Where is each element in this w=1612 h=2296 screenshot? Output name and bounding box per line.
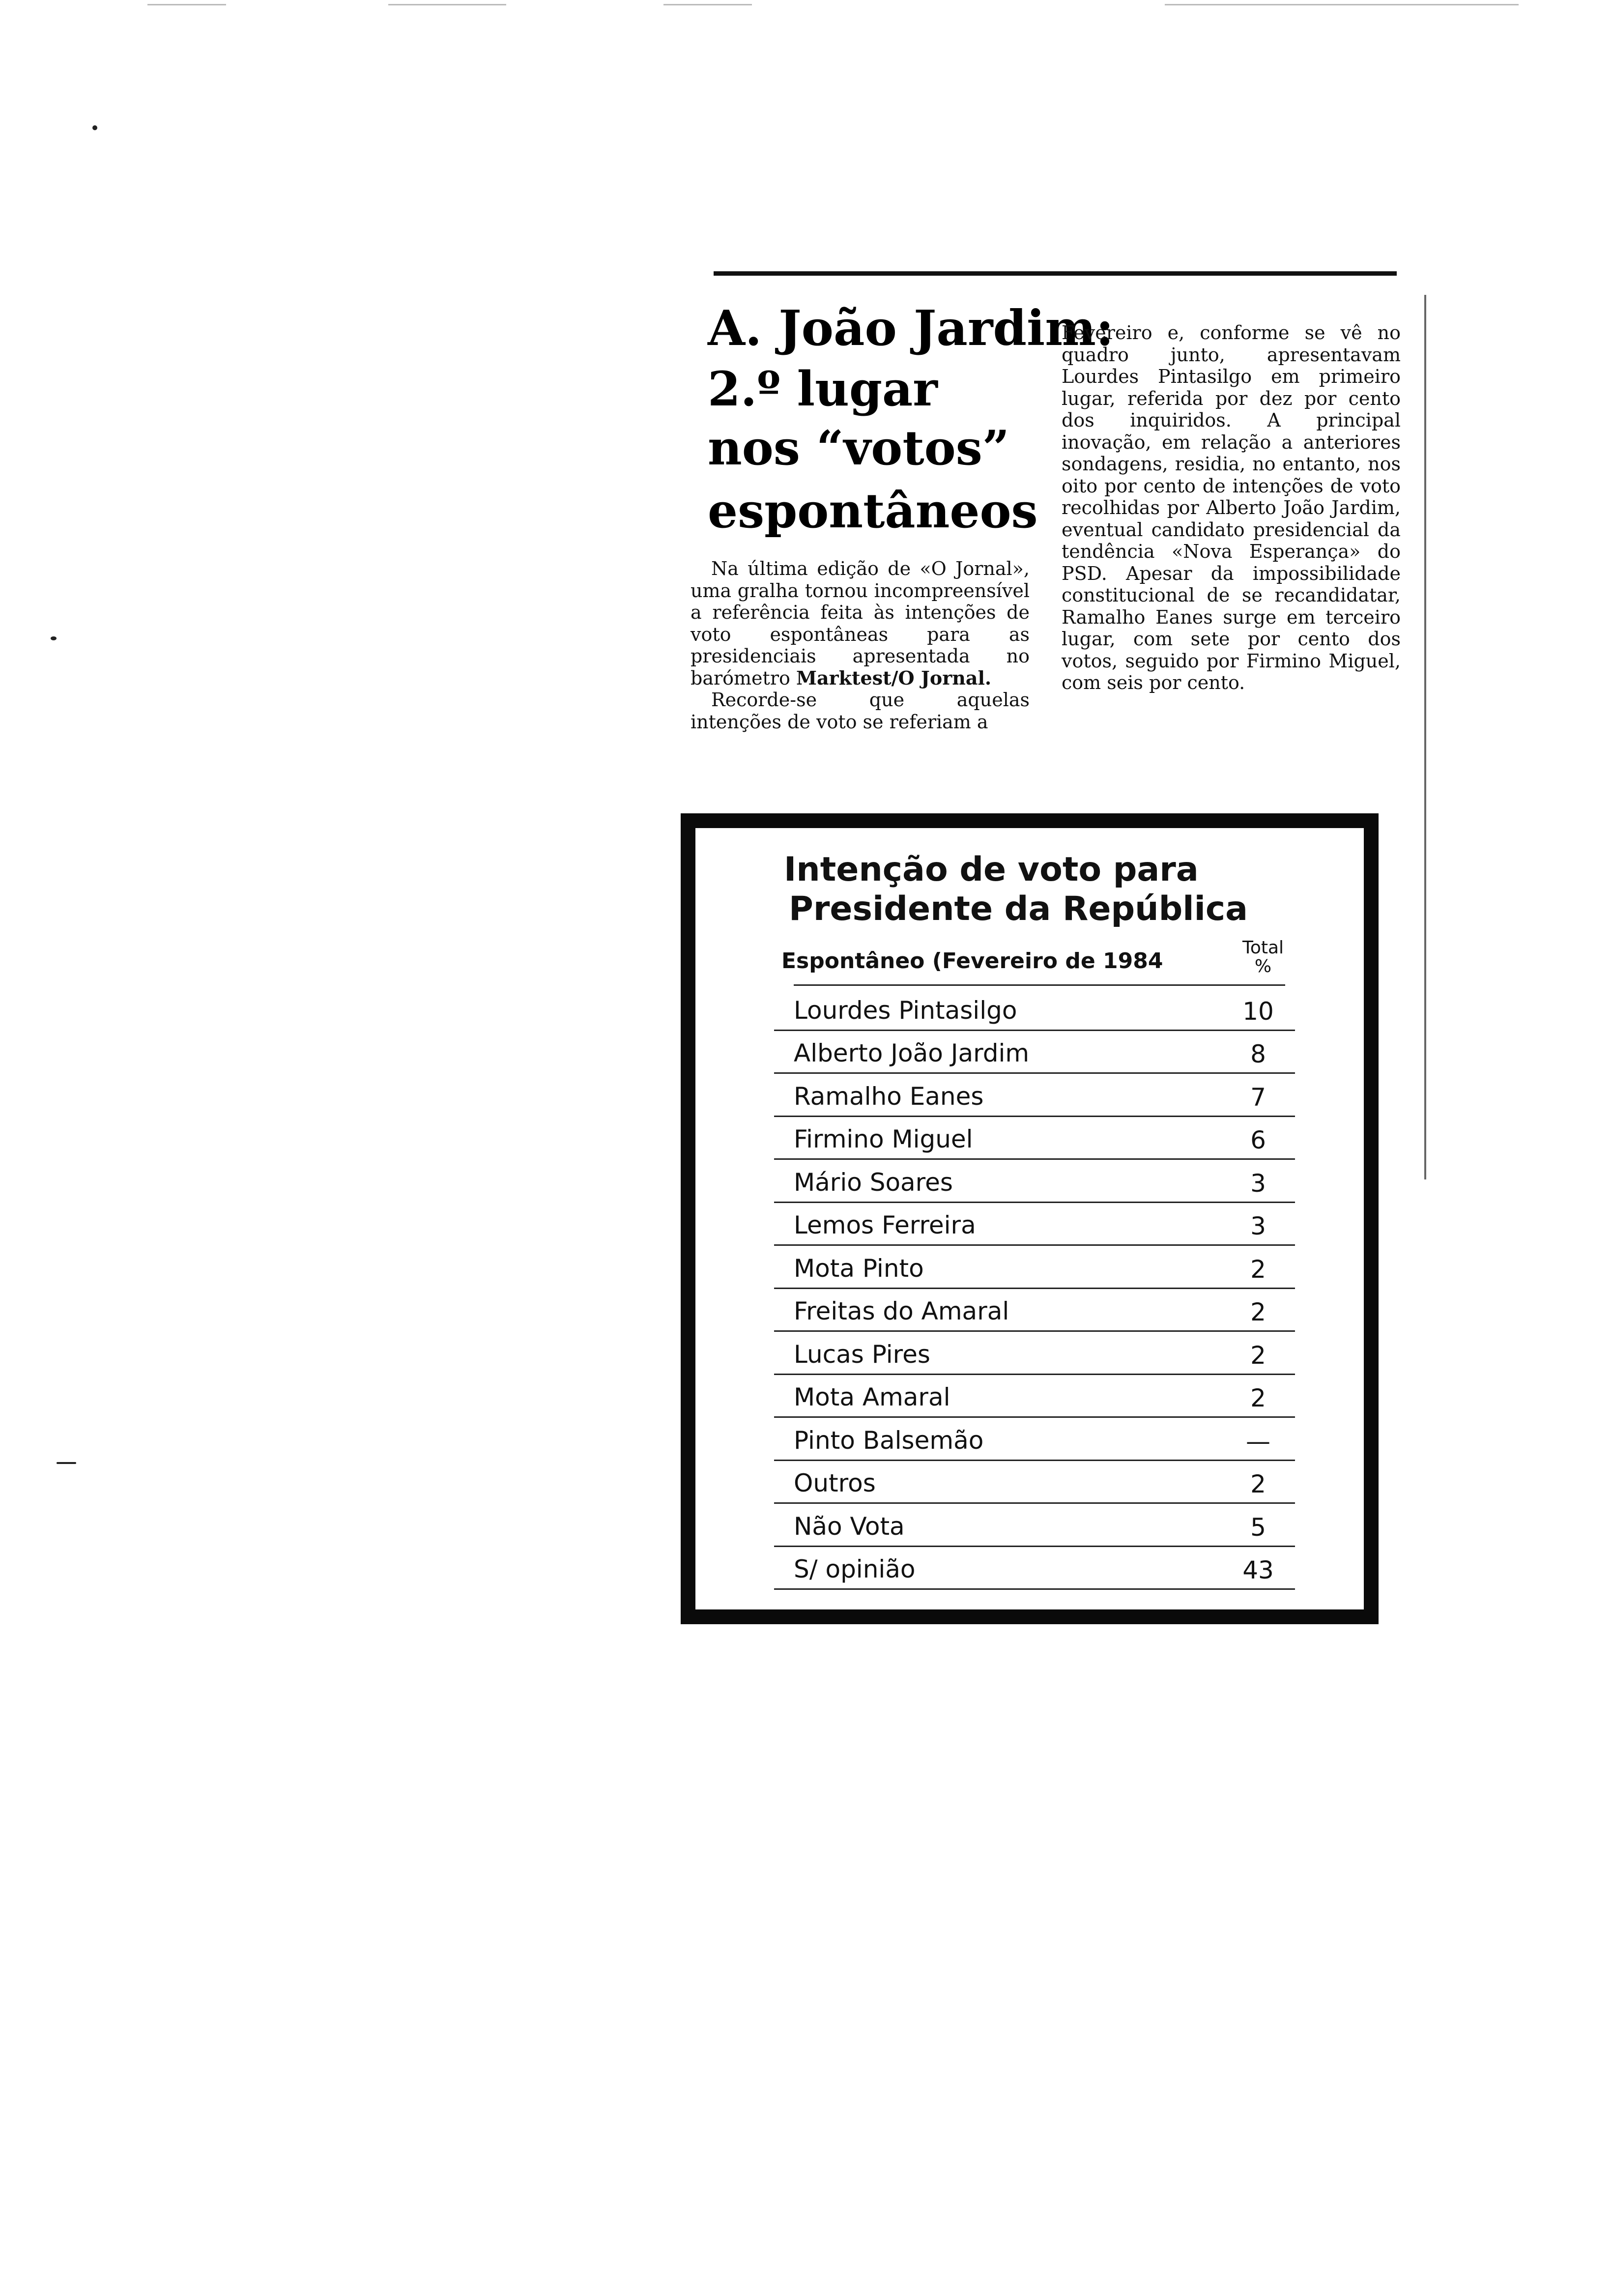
- candidate-name: Mota Pinto: [794, 1254, 924, 1283]
- table-row: [774, 988, 1295, 1031]
- table-row: [774, 1031, 1295, 1074]
- poll-title-line-1: Intenção de voto para: [784, 850, 1199, 889]
- scan-speck: [92, 125, 97, 130]
- poll-subhead: Espontâneo (Fevereiro de 1984: [781, 948, 1163, 974]
- candidate-name: Lucas Pires: [794, 1340, 930, 1369]
- candidate-name: Outros: [794, 1469, 876, 1497]
- table-row: [774, 1203, 1295, 1246]
- paragraph-1-text: Na última edição de «O Jornal», uma gralha tornou incompreensível a referência feita às intenções de voto espontâneas para as presidenciais apresentada no barómetro: [691, 558, 1030, 689]
- candidate-name: Freitas do Amaral: [794, 1297, 1009, 1325]
- paragraph-1: [691, 558, 1030, 689]
- scan-dash: [147, 4, 226, 5]
- poll-title-line-2: Presidente da República: [789, 890, 1248, 928]
- candidate-percent: 2: [1250, 1341, 1266, 1370]
- candidate-percent: 2: [1250, 1298, 1266, 1326]
- candidate-name: S/ opinião: [794, 1555, 916, 1583]
- candidate-name: Lemos Ferreira: [794, 1211, 976, 1239]
- candidate-percent: 2: [1250, 1384, 1266, 1412]
- article-headline: [708, 300, 1114, 539]
- headline-line-3: nos “votos”: [708, 420, 1009, 476]
- poll-title: [784, 850, 1374, 929]
- table-row: [774, 1461, 1295, 1504]
- candidate-name: Mário Soares: [794, 1168, 953, 1197]
- table-row: [774, 1289, 1295, 1332]
- header-rule: [794, 984, 1285, 986]
- candidate-percent: 43: [1242, 1556, 1274, 1584]
- candidate-percent: 2: [1250, 1470, 1266, 1498]
- column-header-total: Total: [1242, 938, 1284, 958]
- column-header: [1234, 939, 1293, 976]
- headline-line-1: A. João Jardim:: [708, 300, 1114, 357]
- column-edge-line: [1424, 295, 1426, 1179]
- column-header-percent: %: [1254, 956, 1272, 976]
- paragraph-2: Recorde-se que aquelas intenções de voto se referiam a: [691, 689, 1030, 733]
- candidate-percent: 6: [1250, 1126, 1266, 1154]
- article-column-right: [1062, 322, 1401, 694]
- paragraph-3: Fevereiro e, conforme se vê no quadro junto, apresentavam Lourdes Pintasilgo em primeiro lugar, referida por dez por cento dos inquiridos. A principal inovação, em relação a anteriores sondagens, residia, no entanto, nos oito por cento de intenções de voto recolhidas por Alberto João Jardim, eventual candidato presidencial da tendência «Nova Esperança» do PSD. Apesar da impossibilidade constitucional de se recandidatar, Ramalho Eanes surge em terceiro lugar, com sete por cento dos votos, seguido por Firmino Miguel, com seis por cento.: [1062, 322, 1401, 693]
- table-row: [774, 1246, 1295, 1289]
- candidate-percent: 5: [1250, 1513, 1266, 1542]
- headline-line-2: 2.º lugar: [708, 361, 938, 417]
- candidate-name: Lourdes Pintasilgo: [794, 996, 1017, 1025]
- poll-table-box: [681, 813, 1379, 1624]
- scan-dash: [663, 4, 752, 5]
- poll-rows: [774, 988, 1295, 1590]
- table-row: [774, 1547, 1295, 1590]
- table-row: [774, 1332, 1295, 1375]
- scan-dash: [1165, 4, 1519, 5]
- candidate-percent: 3: [1250, 1212, 1266, 1240]
- candidate-percent: 3: [1250, 1169, 1266, 1198]
- candidate-percent: 8: [1250, 1040, 1266, 1068]
- candidate-name: Pinto Balsemão: [794, 1426, 984, 1455]
- candidate-name: Ramalho Eanes: [794, 1082, 984, 1111]
- source-credit: Marktest/O Jornal.: [796, 666, 992, 689]
- candidate-name: Mota Amaral: [794, 1383, 950, 1411]
- table-row: [774, 1117, 1295, 1160]
- candidate-percent: 7: [1250, 1083, 1266, 1112]
- scan-dash: [388, 4, 506, 5]
- candidate-percent: 10: [1242, 997, 1274, 1026]
- table-row: [774, 1375, 1295, 1418]
- table-row: [774, 1074, 1295, 1117]
- table-row: [774, 1418, 1295, 1461]
- scan-speck: [57, 1462, 76, 1464]
- candidate-percent: 2: [1250, 1255, 1266, 1284]
- scan-speck: [51, 636, 57, 640]
- table-row: [774, 1504, 1295, 1547]
- candidate-name: Não Vota: [794, 1512, 905, 1541]
- candidate-name: Alberto João Jardim: [794, 1039, 1030, 1067]
- article-column-left: [691, 558, 1030, 733]
- candidate-name: Firmino Miguel: [794, 1125, 973, 1153]
- headline-line-4: espontâneos: [708, 483, 1038, 539]
- candidate-percent: —: [1246, 1427, 1270, 1456]
- top-rule: [714, 271, 1397, 276]
- table-row: [774, 1160, 1295, 1203]
